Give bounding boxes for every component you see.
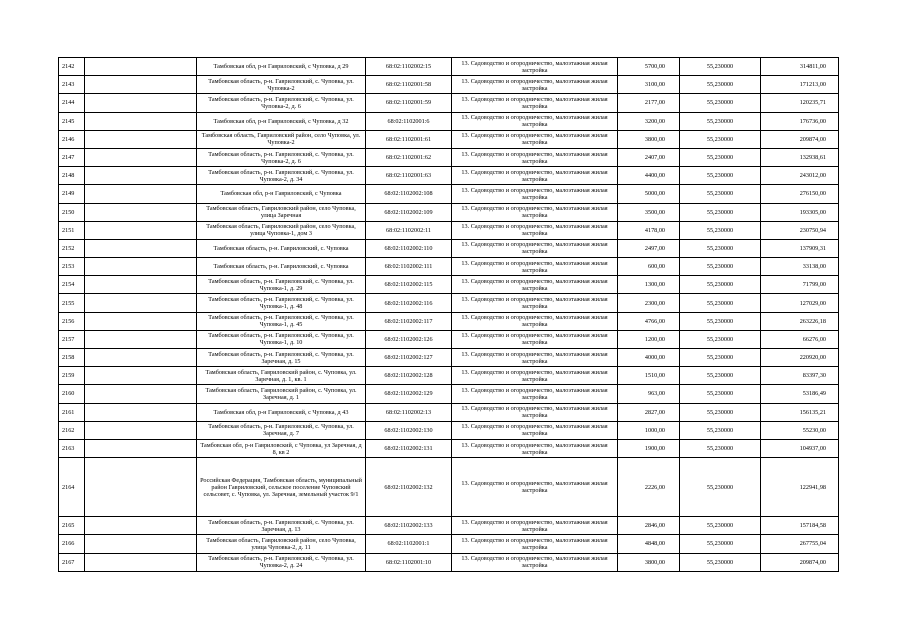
table-row — [59, 130, 839, 148]
cadastral-number-cell: 68:02:1102002:110 — [366, 239, 452, 257]
table-row — [59, 294, 839, 312]
rate-cell: 55,230000 — [680, 130, 761, 148]
cadastral-value-cell: 220920,00 — [761, 349, 839, 367]
cadastral-number-cell: 68:02:1102001:6 — [366, 112, 452, 130]
area-cell: 2497,00 — [618, 239, 680, 257]
rate-cell: 55,230000 — [680, 367, 761, 385]
land-use-cell: 13. Садоводство и огородничество, малоэтажная жилая застройка — [452, 167, 618, 185]
row-number-cell: 2153 — [59, 258, 85, 276]
rate-cell: 55,230000 — [680, 312, 761, 330]
cadastral-value-cell: 314811,00 — [761, 58, 839, 76]
land-use-cell: 13. Садоводство и огородничество, малоэтажная жилая застройка — [452, 349, 618, 367]
cadastral-number-cell: 68:02:1102001:63 — [366, 167, 452, 185]
land-use-cell: 13. Садоводство и огородничество, малоэтажная жилая застройка — [452, 312, 618, 330]
address-cell: Тамбовская область, р-н. Гавриловский, с. Чуповка, ул. Чуповка-2, д. 24 — [197, 553, 366, 571]
area-cell: 5700,00 — [618, 58, 680, 76]
address-cell: Тамбовская обл, р-н Гавриловский, с Чуповка, д 29 — [197, 58, 366, 76]
area-cell: 963,00 — [618, 385, 680, 403]
table-row — [59, 367, 839, 385]
spacer-cell — [85, 58, 197, 76]
address-cell: Тамбовская область, Гавриловский район, с. Чуповка, ул. Заречная, д. 1, кв. 1 — [197, 367, 366, 385]
spacer-cell — [85, 130, 197, 148]
area-cell: 4400,00 — [618, 167, 680, 185]
rate-cell: 55,230000 — [680, 403, 761, 421]
address-cell: Тамбовская область, р-н. Гавриловский, с. Чуповка — [197, 239, 366, 257]
rate-cell: 55,230000 — [680, 276, 761, 294]
land-use-cell: 13. Садоводство и огородничество, малоэтажная жилая застройка — [452, 76, 618, 94]
row-number-cell: 2151 — [59, 221, 85, 239]
area-cell: 2407,00 — [618, 148, 680, 166]
cadastral-value-cell: 120235,71 — [761, 94, 839, 112]
cadastral-number-cell: 68:02:1102001:62 — [366, 148, 452, 166]
row-number-cell: 2143 — [59, 76, 85, 94]
cadastral-value-cell: 193305,00 — [761, 203, 839, 221]
table-row — [59, 148, 839, 166]
spacer-cell — [85, 553, 197, 571]
rate-cell: 55,230000 — [680, 58, 761, 76]
table-row — [59, 553, 839, 571]
rate-cell: 55,230000 — [680, 385, 761, 403]
rate-cell: 55,230000 — [680, 421, 761, 439]
spacer-cell — [85, 403, 197, 421]
spacer-cell — [85, 221, 197, 239]
table-row — [59, 439, 839, 457]
address-cell: Тамбовская область, р-н. Гавриловский, с. Чуповка, ул. Заречная, д. 7 — [197, 421, 366, 439]
spacer-cell — [85, 76, 197, 94]
spacer-cell — [85, 239, 197, 257]
table-row — [59, 458, 839, 517]
rate-cell: 55,230000 — [680, 330, 761, 348]
cadastral-value-cell: 209874,00 — [761, 553, 839, 571]
address-cell: Тамбовская область, Гавриловский район, село Чуповка, улица Чуповка-1, дом 3 — [197, 221, 366, 239]
land-use-cell: 13. Садоводство и огородничество, малоэтажная жилая застройка — [452, 239, 618, 257]
rate-cell: 55,230000 — [680, 294, 761, 312]
cadastral-value-cell: 55230,00 — [761, 421, 839, 439]
spacer-cell — [85, 203, 197, 221]
rate-cell: 55,230000 — [680, 185, 761, 203]
address-cell: Тамбовская область, р-н. Гавриловский, с. Чуповка, ул. Заречная, д. 13 — [197, 517, 366, 535]
cadastral-value-cell: 83397,30 — [761, 367, 839, 385]
land-use-cell: 13. Садоводство и огородничество, малоэтажная жилая застройка — [452, 367, 618, 385]
rate-cell: 55,230000 — [680, 94, 761, 112]
land-use-cell: 13. Садоводство и огородничество, малоэтажная жилая застройка — [452, 148, 618, 166]
rate-cell: 55,230000 — [680, 458, 761, 517]
address-cell: Тамбовская область, р-н. Гавриловский, с. Чуповка, ул. Чуповка-1, д. 10 — [197, 330, 366, 348]
area-cell: 600,00 — [618, 258, 680, 276]
area-cell: 1000,00 — [618, 421, 680, 439]
cadastral-number-cell: 68:02:1102002:128 — [366, 367, 452, 385]
land-use-cell: 13. Садоводство и огородничество, малоэтажная жилая застройка — [452, 185, 618, 203]
cadastral-number-cell: 68:02:1102002:117 — [366, 312, 452, 330]
spacer-cell — [85, 517, 197, 535]
land-use-cell: 13. Садоводство и огородничество, малоэтажная жилая застройка — [452, 276, 618, 294]
cadastral-number-cell: 68:02:1102002:111 — [366, 258, 452, 276]
cadastral-number-cell: 68:02:1102001:61 — [366, 130, 452, 148]
area-cell: 3200,00 — [618, 112, 680, 130]
rate-cell: 55,230000 — [680, 553, 761, 571]
land-use-cell: 13. Садоводство и огородничество, малоэтажная жилая застройка — [452, 553, 618, 571]
land-use-cell: 13. Садоводство и огородничество, малоэтажная жилая застройка — [452, 112, 618, 130]
cadastral-value-cell: 127029,00 — [761, 294, 839, 312]
row-number-cell: 2165 — [59, 517, 85, 535]
cadastral-value-cell: 157184,58 — [761, 517, 839, 535]
spacer-cell — [85, 330, 197, 348]
area-cell: 3500,00 — [618, 203, 680, 221]
spacer-cell — [85, 312, 197, 330]
spacer-cell — [85, 112, 197, 130]
area-cell: 2226,00 — [618, 458, 680, 517]
row-number-cell: 2163 — [59, 439, 85, 457]
spacer-cell — [85, 94, 197, 112]
cadastral-value-cell: 33138,00 — [761, 258, 839, 276]
row-number-cell: 2148 — [59, 167, 85, 185]
area-cell: 4178,00 — [618, 221, 680, 239]
row-number-cell: 2154 — [59, 276, 85, 294]
cadastral-number-cell: 68:02:1102002:109 — [366, 203, 452, 221]
table-row — [59, 203, 839, 221]
rate-cell: 55,230000 — [680, 349, 761, 367]
address-cell: Тамбовская обл, р-н Гавриловский, с Чуповка, д 32 — [197, 112, 366, 130]
land-use-cell: 13. Садоводство и огородничество, малоэтажная жилая застройка — [452, 294, 618, 312]
cadastral-number-cell: 68:02:1102001:58 — [366, 76, 452, 94]
table-row — [59, 167, 839, 185]
area-cell: 2827,00 — [618, 403, 680, 421]
row-number-cell: 2156 — [59, 312, 85, 330]
cadastral-value-cell: 267755,04 — [761, 535, 839, 553]
area-cell: 3800,00 — [618, 553, 680, 571]
row-number-cell: 2146 — [59, 130, 85, 148]
address-cell: Тамбовская область, р-н. Гавриловский, с. Чуповка, ул. Чуповка-2 — [197, 76, 366, 94]
spacer-cell — [85, 535, 197, 553]
address-cell: Тамбовская область, р-н. Гавриловский, с. Чуповка, ул. Чуповка-2, д. 34 — [197, 167, 366, 185]
row-number-cell: 2164 — [59, 458, 85, 517]
rate-cell: 55,230000 — [680, 258, 761, 276]
cadastral-value-cell: 137909,31 — [761, 239, 839, 257]
area-cell: 5000,00 — [618, 185, 680, 203]
cadastral-value-cell: 171213,00 — [761, 76, 839, 94]
cadastral-number-cell: 68:02:1102002:11 — [366, 221, 452, 239]
address-cell: Тамбовская обл, р-н Гавриловский, с Чуповка, д 43 — [197, 403, 366, 421]
rate-cell: 55,230000 — [680, 439, 761, 457]
land-use-cell: 13. Садоводство и огородничество, малоэтажная жилая застройка — [452, 258, 618, 276]
row-number-cell: 2167 — [59, 553, 85, 571]
land-use-cell: 13. Садоводство и огородничество, малоэтажная жилая застройка — [452, 421, 618, 439]
address-cell: Тамбовская область, Гавриловский район, с. Чуповка, ул. Заречная, д. 1 — [197, 385, 366, 403]
address-cell: Тамбовская область, р-н. Гавриловский, с. Чуповка, ул. Чуповка-1, д. 45 — [197, 312, 366, 330]
area-cell: 2846,00 — [618, 517, 680, 535]
table-row — [59, 76, 839, 94]
cadastral-value-cell: 122941,98 — [761, 458, 839, 517]
table-row — [59, 421, 839, 439]
cadastral-value-cell: 104937,00 — [761, 439, 839, 457]
cadastral-number-cell: 68:02:1102002:133 — [366, 517, 452, 535]
row-number-cell: 2162 — [59, 421, 85, 439]
land-use-cell: 13. Садоводство и огородничество, малоэтажная жилая застройка — [452, 130, 618, 148]
rate-cell: 55,230000 — [680, 535, 761, 553]
land-use-cell: 13. Садоводство и огородничество, малоэтажная жилая застройка — [452, 403, 618, 421]
rate-cell: 55,230000 — [680, 148, 761, 166]
table-row — [59, 239, 839, 257]
spacer-cell — [85, 294, 197, 312]
cadastral-number-cell: 68:02:1102002:131 — [366, 439, 452, 457]
table-row — [59, 535, 839, 553]
rate-cell: 55,230000 — [680, 203, 761, 221]
table-row — [59, 221, 839, 239]
address-cell: Тамбовская область, Гавриловский район, село Чуповка, улица Чуповка-2, д. 11 — [197, 535, 366, 553]
address-cell: Тамбовская область, Гавриловский район, село Чуповка, ул. Чуповка-2 — [197, 130, 366, 148]
table-row — [59, 349, 839, 367]
rate-cell: 55,230000 — [680, 76, 761, 94]
spacer-cell — [85, 148, 197, 166]
row-number-cell: 2152 — [59, 239, 85, 257]
area-cell: 2177,00 — [618, 94, 680, 112]
table-row — [59, 185, 839, 203]
row-number-cell: 2166 — [59, 535, 85, 553]
land-use-cell: 13. Садоводство и огородничество, малоэтажная жилая застройка — [452, 94, 618, 112]
cadastral-value-cell: 156135,21 — [761, 403, 839, 421]
row-number-cell: 2159 — [59, 367, 85, 385]
table-row — [59, 112, 839, 130]
table-row — [59, 403, 839, 421]
cadastral-number-cell: 68:02:1102001:1 — [366, 535, 452, 553]
cadastral-value-cell: 132938,61 — [761, 148, 839, 166]
table-row — [59, 58, 839, 76]
spacer-cell — [85, 276, 197, 294]
spacer-cell — [85, 185, 197, 203]
address-cell: Российская Федерация, Тамбовская область, муниципальный район Гавриловский, сельское поселение Чуповский сельсовет, с. Чуповка, ул. Заречная, земельный участок 9/1 — [197, 458, 366, 517]
land-use-cell: 13. Садоводство и огородничество, малоэтажная жилая застройка — [452, 385, 618, 403]
land-use-cell: 13. Садоводство и огородничество, малоэтажная жилая застройка — [452, 535, 618, 553]
cadastral-number-cell: 68:02:1102001:10 — [366, 553, 452, 571]
table-row — [59, 276, 839, 294]
land-use-cell: 13. Садоводство и огородничество, малоэтажная жилая застройка — [452, 221, 618, 239]
land-use-cell: 13. Садоводство и огородничество, малоэтажная жилая застройка — [452, 58, 618, 76]
area-cell: 4000,00 — [618, 349, 680, 367]
table-row — [59, 385, 839, 403]
spacer-cell — [85, 367, 197, 385]
cadastral-value-cell: 209874,00 — [761, 130, 839, 148]
cadastral-number-cell: 68:02:1102002:129 — [366, 385, 452, 403]
table-row — [59, 517, 839, 535]
land-use-cell: 13. Садоводство и огородничество, малоэтажная жилая застройка — [452, 517, 618, 535]
cadastral-value-cell: 176736,00 — [761, 112, 839, 130]
cadastral-value-cell: 66276,00 — [761, 330, 839, 348]
area-cell: 1510,00 — [618, 367, 680, 385]
spacer-cell — [85, 439, 197, 457]
land-use-cell: 13. Садоводство и огородничество, малоэтажная жилая застройка — [452, 458, 618, 517]
rate-cell: 55,230000 — [680, 239, 761, 257]
cadastral-number-cell: 68:02:1102002:108 — [366, 185, 452, 203]
area-cell: 3800,00 — [618, 130, 680, 148]
table-row — [59, 258, 839, 276]
register-table-container — [58, 57, 839, 572]
address-cell: Тамбовская область, р-н. Гавриловский, с. Чуповка, ул. Чуповка-1, д. 48 — [197, 294, 366, 312]
cadastral-number-cell: 68:02:1102002:132 — [366, 458, 452, 517]
row-number-cell: 2145 — [59, 112, 85, 130]
cadastral-number-cell: 68:02:1102002:115 — [366, 276, 452, 294]
cadastral-number-cell: 68:02:1102002:126 — [366, 330, 452, 348]
area-cell: 1300,00 — [618, 276, 680, 294]
row-number-cell: 2142 — [59, 58, 85, 76]
spacer-cell — [85, 385, 197, 403]
address-cell: Тамбовская область, р-н. Гавриловский, с. Чуповка, ул. Чуповка-2, д. 6 — [197, 94, 366, 112]
spacer-cell — [85, 258, 197, 276]
cadastral-value-cell: 243012,00 — [761, 167, 839, 185]
rate-cell: 55,230000 — [680, 221, 761, 239]
row-number-cell: 2147 — [59, 148, 85, 166]
address-cell: Тамбовская область, р-н. Гавриловский, с. Чуповка, ул. Чуповка-1, д. 29 — [197, 276, 366, 294]
cadastral-number-cell: 68:02:1102001:59 — [366, 94, 452, 112]
address-cell: Тамбовская область, р-н. Гавриловский, с. Чуповка, ул. Заречная, д. 15 — [197, 349, 366, 367]
spacer-cell — [85, 167, 197, 185]
cadastral-value-cell: 263226,18 — [761, 312, 839, 330]
address-cell: Тамбовская область, р-н. Гавриловский, с. Чуповка, ул. Чуповка-2, д. 6 — [197, 148, 366, 166]
spacer-cell — [85, 349, 197, 367]
row-number-cell: 2157 — [59, 330, 85, 348]
cadastral-value-cell: 230750,94 — [761, 221, 839, 239]
cadastral-value-cell: 71799,00 — [761, 276, 839, 294]
address-cell: Тамбовская обл, р-н Гавриловский, с Чуповка, ул Заречная, д 8, кв 2 — [197, 439, 366, 457]
land-use-cell: 13. Садоводство и огородничество, малоэтажная жилая застройка — [452, 439, 618, 457]
address-cell: Тамбовская область, Гавриловский район, село Чуповка, улица Заречная — [197, 203, 366, 221]
cadastral-number-cell: 68:02:1102002:130 — [366, 421, 452, 439]
cadastral-value-cell: 53186,49 — [761, 385, 839, 403]
row-number-cell: 2161 — [59, 403, 85, 421]
rate-cell: 55,230000 — [680, 112, 761, 130]
area-cell: 4848,00 — [618, 535, 680, 553]
cadastral-number-cell: 68:02:1102002:15 — [366, 58, 452, 76]
area-cell: 4766,00 — [618, 312, 680, 330]
land-use-cell: 13. Садоводство и огородничество, малоэтажная жилая застройка — [452, 203, 618, 221]
area-cell: 3100,00 — [618, 76, 680, 94]
rate-cell: 55,230000 — [680, 167, 761, 185]
cadastral-value-cell: 276150,00 — [761, 185, 839, 203]
spacer-cell — [85, 421, 197, 439]
row-number-cell: 2158 — [59, 349, 85, 367]
land-plot-register-table — [58, 57, 839, 572]
table-row — [59, 330, 839, 348]
area-cell: 1200,00 — [618, 330, 680, 348]
table-row — [59, 312, 839, 330]
table-row — [59, 94, 839, 112]
address-cell: Тамбовская обл, р-н Гавриловский, с Чуповка — [197, 185, 366, 203]
rate-cell: 55,230000 — [680, 517, 761, 535]
cadastral-number-cell: 68:02:1102002:13 — [366, 403, 452, 421]
area-cell: 1900,00 — [618, 439, 680, 457]
address-cell: Тамбовская область, р-н. Гавриловский, с. Чуповка — [197, 258, 366, 276]
land-use-cell: 13. Садоводство и огородничество, малоэтажная жилая застройка — [452, 330, 618, 348]
area-cell: 2300,00 — [618, 294, 680, 312]
row-number-cell: 2160 — [59, 385, 85, 403]
row-number-cell: 2144 — [59, 94, 85, 112]
cadastral-number-cell: 68:02:1102002:116 — [366, 294, 452, 312]
row-number-cell: 2149 — [59, 185, 85, 203]
row-number-cell: 2155 — [59, 294, 85, 312]
row-number-cell: 2150 — [59, 203, 85, 221]
cadastral-number-cell: 68:02:1102002:127 — [366, 349, 452, 367]
spacer-cell — [85, 458, 197, 517]
